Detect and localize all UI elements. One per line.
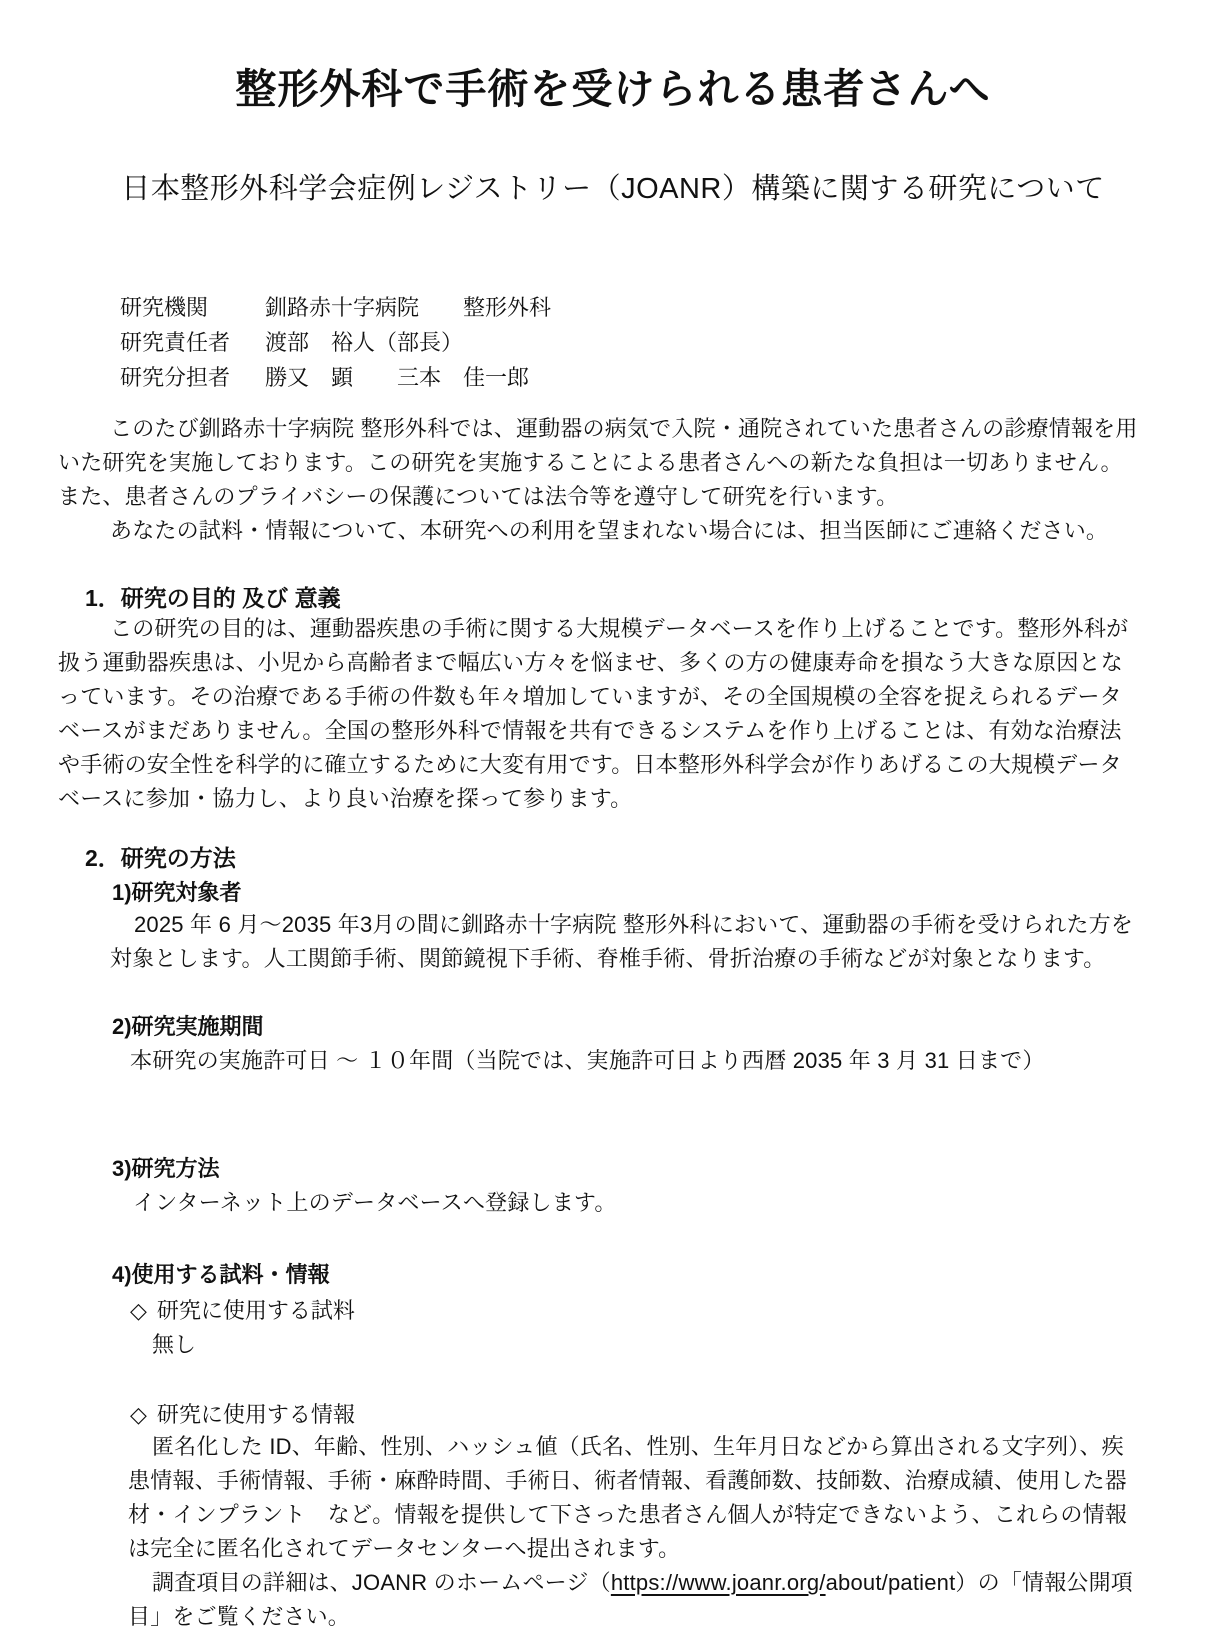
info-value: 勝又 顕 三本 佳一郎	[265, 365, 530, 390]
intro-paragraph-1: このたび釧路赤十字病院 整形外科では、運動器の病気で入院・通院されていた患者さんの診療情報を用いた研究を実施しております。この研究を実施することによる患者さんへの新たな負担は一切ありません。また、患者さんのプライバシーの保護については法令等を遵守して研究を行います。	[58, 416, 1138, 509]
page-subtitle: 日本整形外科学会症例レジストリー（JOANR）構築に関する研究について	[121, 173, 1105, 205]
info-bullet-line	[130, 1398, 355, 1429]
detail-text-post: about/patient）の「情報公開項目」をご覧ください。	[128, 1570, 1133, 1629]
sub1-body: 2025 年 6 月～2035 年3月の間に釧路赤十字病院 整形外科において、運動器の手術を受けられた方を対象とします。人工関節手術、関節鏡視下手術、脊椎手術、骨折治療の手術などが対象となります。	[110, 912, 1134, 971]
joanr-homepage-link[interactable]: https://www.joanr.org/	[610, 1570, 826, 1595]
sub4-heading-materials-info: 4)使用する試料・情報	[112, 1262, 330, 1287]
used-information-body: 匿名化した ID、年齢、性別、ハッシュ値（氏名、性別、生年月日などから算出される文字列）、疾患情報、手術情報、手術・麻酔時間、手術日、術者情報、看護師数、技師数、治療成績、使用した器材・インプラント など。情報を提供して下さった患者さん個人が特定できないよう、これらの情報は完全に匿名化されてデータセンターへ提出されます。	[128, 1434, 1128, 1561]
intro-paragraphs	[58, 412, 1138, 548]
sub1-heading-study-subjects: 1)研究対象者	[112, 880, 242, 905]
sub2-heading-study-period: 2)研究実施期間	[112, 1014, 264, 1039]
info-label: 研究に使用する情報	[156, 1402, 355, 1427]
info-label: 研究責任者	[120, 330, 231, 355]
section1-heading: 1．研究の目的 及び 意義	[85, 585, 341, 611]
info-label: 研究分担者	[120, 365, 231, 390]
page-title: 整形外科で手術を受けられる患者さんへ	[235, 66, 991, 112]
section1-body: この研究の目的は、運動器疾患の手術に関する大規模データベースを作り上げることです。整形外科が扱う運動器疾患は、小児から高齢者まで幅広い方々を悩ませ、多くの方の健康寿命を損なう大きな原因となっています。その治療である手術の件数も年々増加していますが、その全国規模の全容を捉えられるデータベースがまだありません。全国の整形外科で情報を共有できるシステムを作り上げることは、有効な治療法や手術の安全性を科学的に確立するために大変有用です。日本整形外科学会が作りあげるこの大規模データベースに参加・協力し、より良い治療を探って参ります。	[58, 616, 1129, 811]
study-info-block	[120, 290, 551, 395]
intro-paragraph-2: あなたの試料・情報について、本研究への利用を望まれない場合には、担当医師にご連絡ください。	[110, 518, 1109, 543]
diamond-icon: ◇	[130, 1402, 147, 1427]
info-row-institution	[120, 290, 551, 325]
survey-detail-paragraph	[128, 1566, 1138, 1634]
info-value: 渡部 裕人（部長）	[265, 330, 464, 355]
samples-label: 研究に使用する試料	[156, 1298, 355, 1323]
samples-bullet-line	[130, 1294, 355, 1325]
samples-value: 無し	[152, 1332, 197, 1357]
detail-text-pre: 調査項目の詳細は、JOANR のホームページ（	[152, 1570, 611, 1595]
info-label: 研究機関	[120, 295, 209, 320]
sub2-body: 本研究の実施許可日 ～ １０年間（当院では、実施許可日より西暦 2035 年 3 月 31 日まで）	[130, 1048, 1045, 1073]
info-row-principal-investigator	[120, 325, 551, 360]
sub3-heading-study-method: 3)研究方法	[112, 1156, 220, 1181]
sub3-body: インターネット上のデータベースへ登録します。	[133, 1190, 617, 1215]
section2-heading: 2．研究の方法	[85, 845, 236, 871]
info-row-co-investigators	[120, 360, 551, 395]
diamond-icon: ◇	[130, 1298, 147, 1323]
info-value: 釧路赤十字病院 整形外科	[265, 295, 552, 320]
